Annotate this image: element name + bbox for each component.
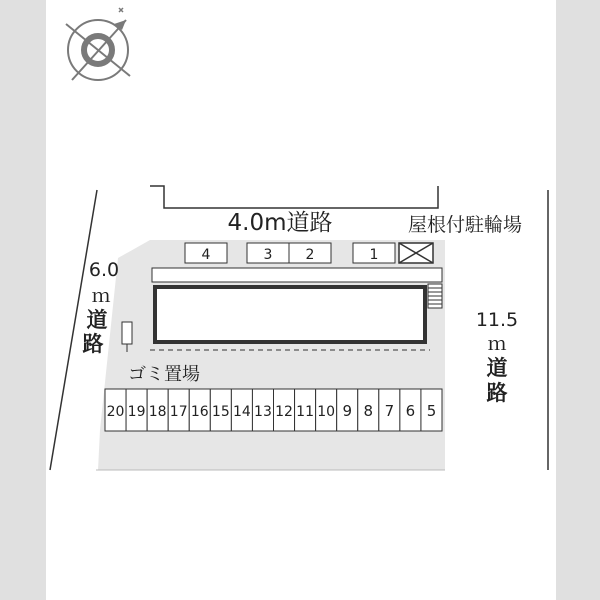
parking-space [421,389,442,431]
building-outline [155,287,425,342]
top-road-label: 4.0m道路 [227,210,333,236]
left-road-width: 6.0 [88,259,120,281]
parking-space-number: 18 [148,404,167,420]
parking-space-number: 5 [426,402,437,420]
right-road-char-2: 路 [486,381,508,405]
parking-space [337,389,358,431]
garbage-icon [122,322,132,344]
parking-space-number: 13 [254,404,272,420]
bike-parking-label: 屋根付駐輪場 [407,214,523,236]
building [150,268,442,350]
parking-space [105,389,126,431]
parking-space-number: 11 [296,404,315,420]
parking-space-number: 7 [384,402,395,420]
right-road-unit: ｍ [487,333,507,355]
parking-space [274,389,295,431]
parking-space-number: 14 [232,404,251,420]
building-upper-strip [152,268,442,282]
parking-space-number: 2 [305,247,315,263]
right-road-char-1: 道 [486,356,508,380]
parking-space [210,389,231,431]
parking-space [147,389,168,431]
left-road-char-2: 路 [82,332,104,356]
parking-space [231,389,252,431]
parking-space [247,243,289,263]
parking-space-number: 8 [363,402,374,420]
parking-space-number: 19 [127,404,146,420]
parking-space [400,389,421,431]
bottom-parking-row [105,389,442,431]
parking-space-number: 9 [342,402,352,420]
parking-space-number: 10 [317,404,336,420]
parking-space [126,389,147,431]
parking-space-number: 4 [201,247,211,263]
parking-space-number: 1 [369,247,379,263]
parking-space [353,243,395,263]
parking-space [379,389,400,431]
parking-space [289,243,331,263]
parking-space-number: 20 [106,404,125,420]
parking-space [295,389,316,431]
parking-space [316,389,337,431]
top-parking-row [185,243,395,263]
parking-space [189,389,210,431]
parking-space [358,389,379,431]
parking-space-number: 15 [211,404,230,420]
parking-space-number: 12 [275,404,293,420]
garbage-label: ゴミ置場 [128,364,200,385]
parking-space [185,243,227,263]
right-road-width: 11.5 [475,309,519,331]
parking-space-number: 3 [263,247,273,263]
left-road-unit: ｍ [91,285,111,307]
parking-space [252,389,273,431]
left-road-char-1: 道 [86,308,108,332]
parking-space [168,389,189,431]
parking-space-number: 6 [405,402,416,420]
parking-space-number: 16 [190,404,209,420]
parking-space-number: 17 [169,404,188,420]
